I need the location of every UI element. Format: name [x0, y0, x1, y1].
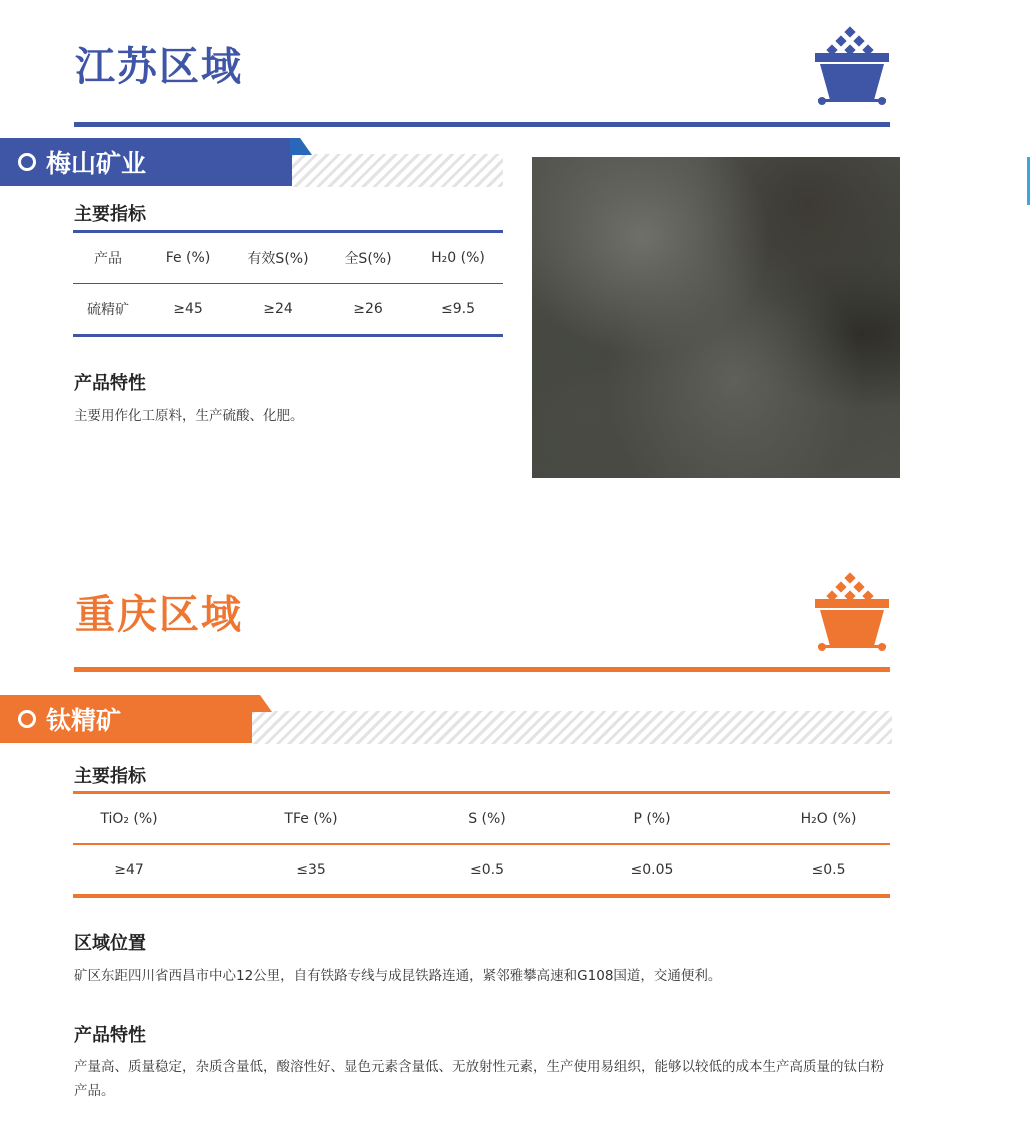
table-header-cell: 有效S(%)	[247, 250, 309, 267]
table-cell: ≥47	[114, 861, 144, 878]
table-header-cell: 全S(%)	[344, 250, 392, 267]
table-cell: ≤0.05	[630, 861, 674, 878]
section-title-jiangsu: 江苏区域	[75, 44, 243, 90]
table-header-cell: Fe (%)	[165, 249, 211, 266]
section-divider	[74, 667, 890, 672]
location-heading: 区域位置	[74, 933, 146, 954]
table-cell: ≥26	[353, 300, 383, 317]
product-name: 钛精矿	[46, 706, 122, 735]
table-header-cell: P (%)	[633, 810, 671, 827]
location-text: 矿区东距四川省西昌市中心12公里，自有铁路专线与成昆铁路连通，紧邻雅攀高速和G108国道，交通便利。	[74, 968, 722, 984]
table-header-row	[73, 794, 890, 844]
ribbon-tip	[250, 695, 272, 713]
section-title-chongqing: 重庆区域	[75, 592, 243, 638]
table-header-cell: S (%)	[468, 810, 506, 827]
table-header-cell: H₂0 (%)	[431, 249, 485, 266]
table-header-row	[73, 233, 503, 283]
table-cell: ≥45	[173, 300, 203, 317]
table-row	[73, 283, 503, 334]
table-cell: ≤9.5	[441, 300, 475, 317]
ore-photo	[532, 157, 900, 478]
ribbon-hatch	[292, 154, 503, 187]
ring-icon	[18, 710, 36, 728]
table-header-cell: TFe (%)	[284, 810, 338, 827]
table-row	[73, 844, 890, 894]
table-cell: ≤0.5	[470, 861, 504, 878]
table-cell: ≥24	[263, 300, 293, 317]
indicators-heading: 主要指标	[74, 766, 146, 787]
mine-cart-icon	[810, 572, 894, 654]
indicators-table	[73, 791, 890, 898]
ribbon-tip	[290, 138, 312, 156]
features-text: 主要用作化工原料，生产硫酸、化肥。	[74, 408, 304, 424]
indicators-heading: 主要指标	[74, 204, 146, 225]
ring-icon	[18, 153, 36, 171]
features-heading: 产品特性	[74, 373, 146, 394]
section-divider	[74, 122, 890, 127]
table-cell: ≤0.5	[811, 861, 846, 878]
table-header-cell: 产品	[94, 250, 122, 267]
product-name: 梅山矿业	[46, 149, 147, 178]
product-ribbon	[0, 695, 252, 743]
product-ribbon	[0, 138, 292, 186]
features-heading: 产品特性	[74, 1025, 146, 1046]
mine-cart-icon	[810, 26, 894, 108]
table-header-cell: H₂O (%)	[800, 810, 857, 827]
table-cell: ≤35	[296, 861, 326, 878]
table-cell: 硫精矿	[87, 301, 129, 318]
ribbon-hatch	[252, 711, 892, 744]
table-header-cell: TiO₂ (%)	[100, 810, 158, 827]
features-text: 产量高、质量稳定，杂质含量低，酸溶性好、显色元素含量低、无放射性元素，生产使用易组织，能够以较低的成本生产高质量的钛白粉产品。	[74, 1059, 884, 1099]
indicators-table	[73, 230, 503, 337]
